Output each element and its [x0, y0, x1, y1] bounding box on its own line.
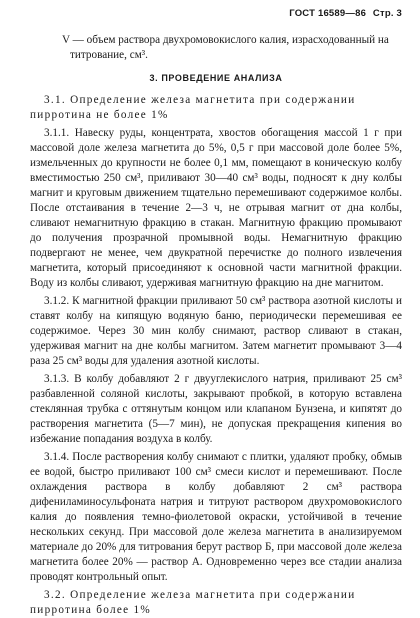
- paragraph-3-1-3: 3.1.3. В колбу добавляют 2 г двууглекислого натрия, приливают 25 см³ разбавленной соляной кислоты, закрывают пробкой, в которую вставлена стеклянная трубка с оттянутым концом или клапаном Бунзена, и кипятят до растворения магнетита (5—7 мин), не допуская прекращения кипения во избежание попадания воздуха в колбу.: [30, 373, 402, 445]
- standard-number: ГОСТ 16589—86: [289, 8, 367, 19]
- running-header: [30, 8, 402, 19]
- section-title: 3. ПРОВЕДЕНИЕ АНАЛИЗА: [149, 73, 283, 83]
- paragraph-3-1-4: 3.1.4. После растворения колбу снимают с плитки, удаляют пробку, обмыв ее водой, быстро приливают 100 см³ смеси кислот и перемешивают. После охлаждения раствора в колбу добавляют 2 см³ раствора дифениламиносульфоната натрия и титруют раствором двухромовокислого калия до появления темно-фиолетовой окраски, устойчивой в течение нескольких секунд. При массовой доле железа магнетита в анализируемом материале до 20% для титрования берут раствор Б, при массовой доле железа магнетита более 20% — раствор А. Одновременно через все стадии анализа проводят контрольный опыт.: [30, 451, 402, 583]
- variable-definition: V — объем раствора двухромовокислого калия, израсходованный на титрование, см³.: [62, 34, 389, 61]
- document-page: [30, 8, 402, 616]
- paragraph-3-1-1: 3.1.1. Навеску руды, концентрата, хвостов обогащения массой 1 г при массовой доле железа магнетита до 5%, 0,5 г при массовой доле более 5%, измельченных до крупности не более 0,1 мм, помещают в коническую колбу вместимостью 250 см³, приливают 30—40 см³ воды, подносят к дну колбы магнит и круговым движением тщательно перемешивают содержимое колбы. После отстаивания в течение 2—3 ч, не отрывая магнит от дна колбы, сливают немагнитную фракцию в стакан. Магнитную фракцию промывают до получения прозрачной промывной воды. Немагнитную фракцию подвергают не менее, чем двукратной перечистке до полного извлечения магнетита, который присоединяют к основной части магнитной фракции. Воду из колбы сливают, удерживая магнитную фракцию на дне магнитом.: [30, 127, 402, 289]
- paragraph-3-1-2: 3.1.2. К магнитной фракции приливают 50 см³ раствора азотной кислоты и ставят колбу на кипящую водяную баню, периодически перемешивая ее содержимое. Через 30 мин колбу снимают, раствор сливают в стакан, удерживая магнит на дне колбы магнитом. Затем магнетит промывают 3—4 раза 25 см³ воды для удаления азотной кислоты.: [30, 295, 402, 367]
- subsection-3-2-title: 3.2. Определение железа магнетита при содержании пирротина более 1%: [30, 589, 356, 616]
- subsection-3-1-title: 3.1. Определение железа магнетита при содержании пирротина не более 1%: [30, 94, 356, 121]
- page-number: Стр. 3: [372, 8, 402, 19]
